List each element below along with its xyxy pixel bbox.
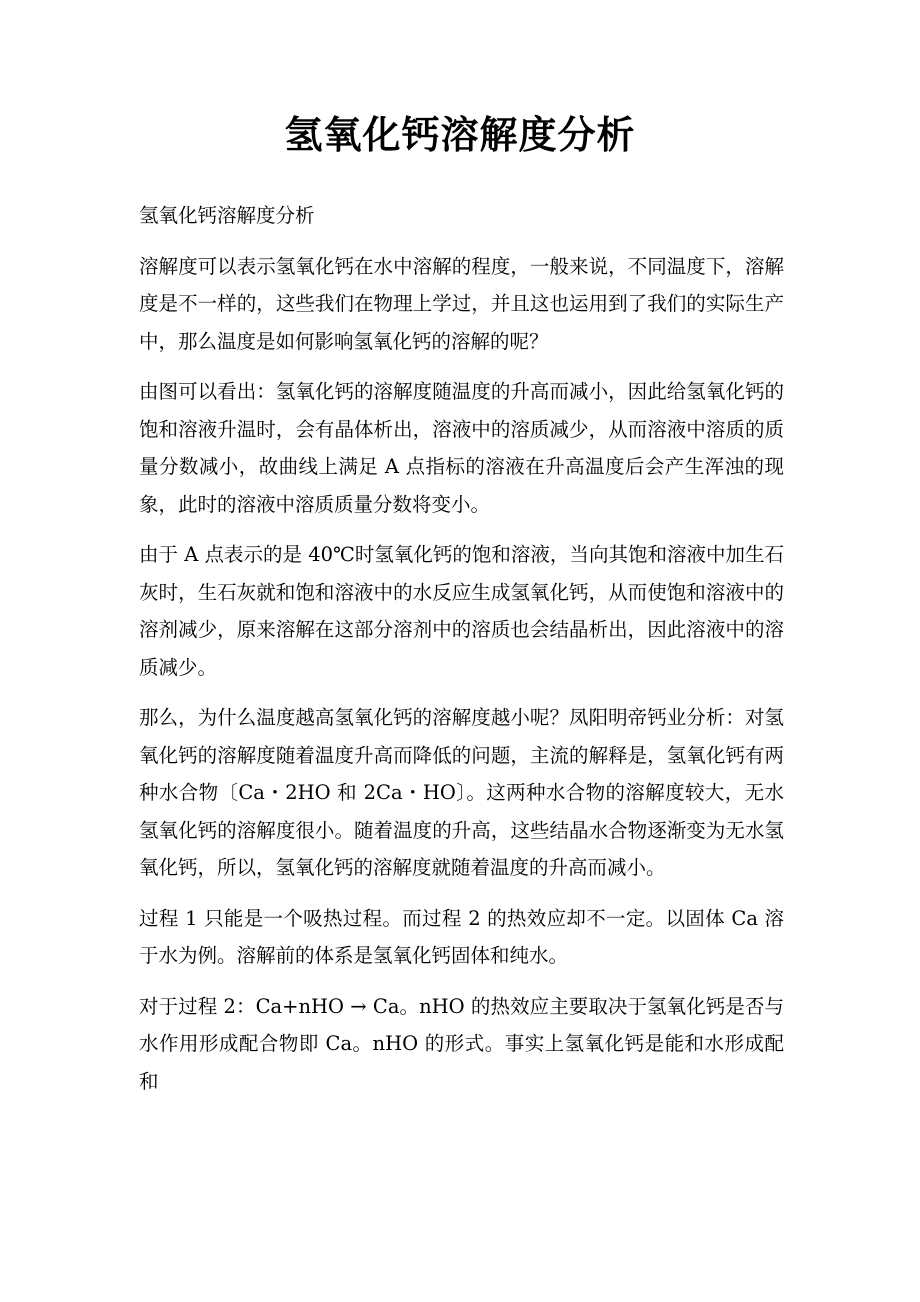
paragraph-process-1: 过程 1 只能是一个吸热过程。而过程 2 的热效应却不一定。以固体 Ca 溶于水为例。溶解前的体系是氢氧化钙固体和纯水。: [139, 906, 784, 967]
paragraph-subtitle: 氢氧化钙溶解度分析: [139, 204, 315, 227]
paragraph-intro: 溶解度可以表示氢氧化钙在水中溶解的程度，一般来说，不同温度下，溶解度是不一样的，这些我们在物理上学过，并且这也运用到了我们的实际生产中，那么温度是如何影响氢氧化钙的溶解的呢？: [139, 254, 784, 353]
document-title: 氢氧化钙溶解度分析: [284, 113, 636, 157]
paragraph-graph-analysis: 由图可以看出：氢氧化钙的溶解度随温度的升高而减小，因此给氢氧化钙的饱和溶液升温时，会有晶体析出，溶液中的溶质减少，从而溶液中溶质的质量分数减小，故曲线上满足 A 点指标的溶液在升高温度后会产生浑浊的现象，此时的溶液中溶质质量分数将变小。: [139, 380, 784, 516]
document-body: [139, 197, 784, 1113]
paragraph-process-2: 对于过程 2：Ca+nHO → Ca。nHO 的热效应主要取决于氢氧化钙是否与水作用形成配合物即 Ca。nHO 的形式。事实上氢氧化钙是能和水形成配和: [139, 994, 784, 1093]
paragraph-explanation: 那么，为什么温度越高氢氧化钙的溶解度越小呢？凤阳明帝钙业分析：对氢氧化钙的溶解度随着温度升高而降低的问题，主流的解释是，氢氧化钙有两种水合物〔Ca・2HO 和 2Ca・HO〕。这两种水合物的溶解度较大，无水氢氧化钙的溶解度很小。随着温度的升高，这些结晶水合物逐渐变为无水氢氧化钙，所以，氢氧化钙的溶解度就随着温度的升高而减小。: [139, 706, 784, 879]
paragraph-point-a: 由于 A 点表示的是 40℃时氢氧化钙的饱和溶液，当向其饱和溶液中加生石灰时，生石灰就和饱和溶液中的水反应生成氢氧化钙，从而使饱和溶液中的溶剂减少，原来溶解在这部分溶剂中的溶质也会结晶析出，因此溶液中的溶质减少。: [139, 543, 784, 679]
